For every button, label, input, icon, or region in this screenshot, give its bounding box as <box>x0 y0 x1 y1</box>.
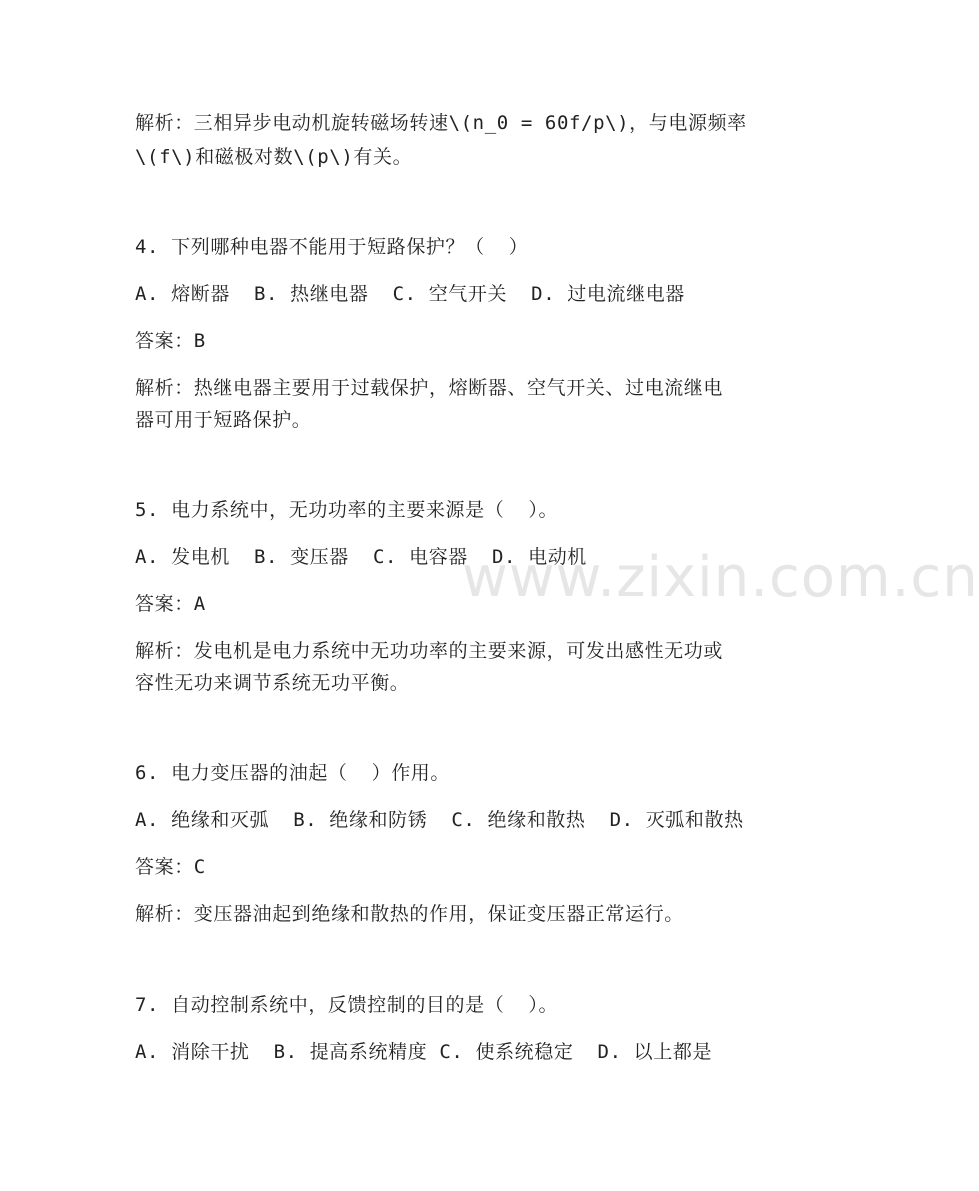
q6-question: 6. 电力变压器的油起（ ）作用。 <box>135 762 450 784</box>
q3-analysis-line1: 解析：三相异步电动机旋转磁场转速\(n_0 = 60f/p\)，与电源频率 <box>135 112 747 134</box>
q7-options: A. 消除干扰 B. 提高系统精度 C. 使系统稳定 D. 以上都是 <box>135 1041 713 1063</box>
q7-question: 7. 自动控制系统中，反馈控制的目的是（ ）。 <box>135 994 559 1016</box>
q5-options: A. 发电机 B. 变压器 C. 电容器 D. 电动机 <box>135 546 587 568</box>
q5-analysis-line2: 容性无功来调节系统无功平衡。 <box>135 672 410 694</box>
q4-options: A. 熔断器 B. 热继电器 C. 空气开关 D. 过电流继电器 <box>135 283 685 305</box>
q4-question: 4. 下列哪种电器不能用于短路保护？（ ） <box>135 236 529 258</box>
q6-answer: 答案：C <box>135 856 206 878</box>
q3-analysis-line2: \(f\)和磁极对数\(p\)有关。 <box>135 146 413 168</box>
q4-analysis-line1: 解析：热继电器主要用于过载保护，熔断器、空气开关、过电流继电 <box>135 377 724 399</box>
watermark: www.zixin.com.cn <box>462 545 979 610</box>
q6-options: A. 绝缘和灭弧 B. 绝缘和防锈 C. 绝缘和散热 D. 灭弧和散热 <box>135 809 744 831</box>
q5-question: 5. 电力系统中，无功功率的主要来源是（ ）。 <box>135 499 559 521</box>
q5-analysis-line1: 解析：发电机是电力系统中无功功率的主要来源，可发出感性无功或 <box>135 640 724 662</box>
q5-answer: 答案：A <box>135 593 206 615</box>
q4-analysis-line2: 器可用于短路保护。 <box>135 409 312 431</box>
q4-answer: 答案：B <box>135 330 206 352</box>
q6-analysis: 解析：变压器油起到绝缘和散热的作用，保证变压器正常运行。 <box>135 903 684 925</box>
